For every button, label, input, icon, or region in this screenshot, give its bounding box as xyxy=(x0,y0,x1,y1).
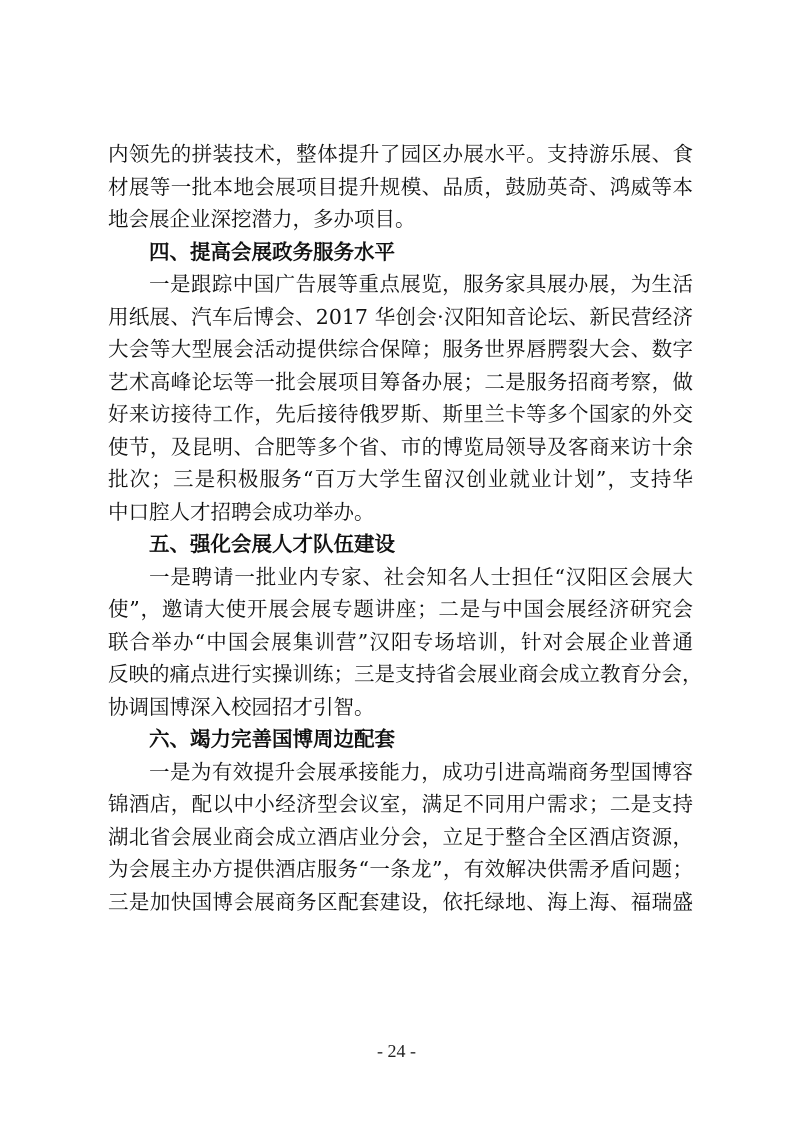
paragraph-line: 一是跟踪中国广告展等重点展览，服务家具展办展，为生活 xyxy=(149,272,693,296)
document-body xyxy=(108,138,703,918)
paragraph-line: 地会展企业深挖潜力，多办项目。 xyxy=(108,207,416,231)
page-number: - 24 - xyxy=(377,1041,416,1061)
paragraph-line: 湖北省会展业商会成立酒店业分会，立足于整合全区酒店资源， xyxy=(108,824,693,849)
section-heading: 四、提高会展政务服务水平 xyxy=(149,239,395,264)
paragraph-line: 协调国博深入校园招才引智。 xyxy=(108,694,375,719)
paragraph-line: 三是加快国博会展商务区配套建设，依托绿地、海上海、福瑞盛 xyxy=(108,889,693,914)
paragraph-line: 材展等一批本地会展项目提升规模、品质，鼓励英奇、鸿威等本 xyxy=(108,174,693,199)
paragraph-line: 联合举办“中国会展集训营”汉阳专场培训，针对会展企业普通 xyxy=(108,629,693,654)
paragraph-line: 用纸展、汽车后博会、2017 华创会·汉阳知音论坛、新民营经济 xyxy=(108,304,693,329)
paragraph-line: 艺术高峰论坛等一批会展项目筹备办展；二是服务招商考察，做 xyxy=(108,369,693,394)
paragraph-line: 好来访接待工作，先后接待俄罗斯、斯里兰卡等多个国家的外交 xyxy=(108,402,693,426)
paragraph-line: 为会展主办方提供酒店服务“一条龙”，有效解决供需矛盾问题； xyxy=(108,857,693,881)
section-heading: 六、竭力完善国博周边配套 xyxy=(149,727,395,751)
section-heading: 五、强化会展人才队伍建设 xyxy=(149,532,395,556)
paragraph-line: 中口腔人才招聘会成功举办。 xyxy=(108,499,375,524)
paragraph-line: 大会等大型展会活动提供综合保障；服务世界唇腭裂大会、数字 xyxy=(108,337,693,361)
paragraph-line: 内领先的拼装技术，整体提升了园区办展水平。支持游乐展、食 xyxy=(108,142,693,166)
paragraph-line: 批次；三是积极服务“百万大学生留汉创业就业计划”，支持华 xyxy=(108,467,693,491)
paragraph-line: 反映的痛点进行实操训练；三是支持省会展业商会成立教育分会， xyxy=(108,662,703,686)
paragraph-line: 使”，邀请大使开展会展专题讲座；二是与中国会展经济研究会 xyxy=(108,597,693,621)
paragraph-line: 一是聘请一批业内专家、社会知名人士担任“汉阳区会展大 xyxy=(149,564,693,589)
paragraph-line: 锦酒店，配以中小经济型会议室，满足不同用户需求；二是支持 xyxy=(108,792,693,816)
paragraph-line: 使节，及昆明、合肥等多个省、市的博览局领导及客商来访十余 xyxy=(108,434,693,459)
paragraph-line: 一是为有效提升会展承接能力，成功引进高端商务型国博容 xyxy=(149,759,693,784)
